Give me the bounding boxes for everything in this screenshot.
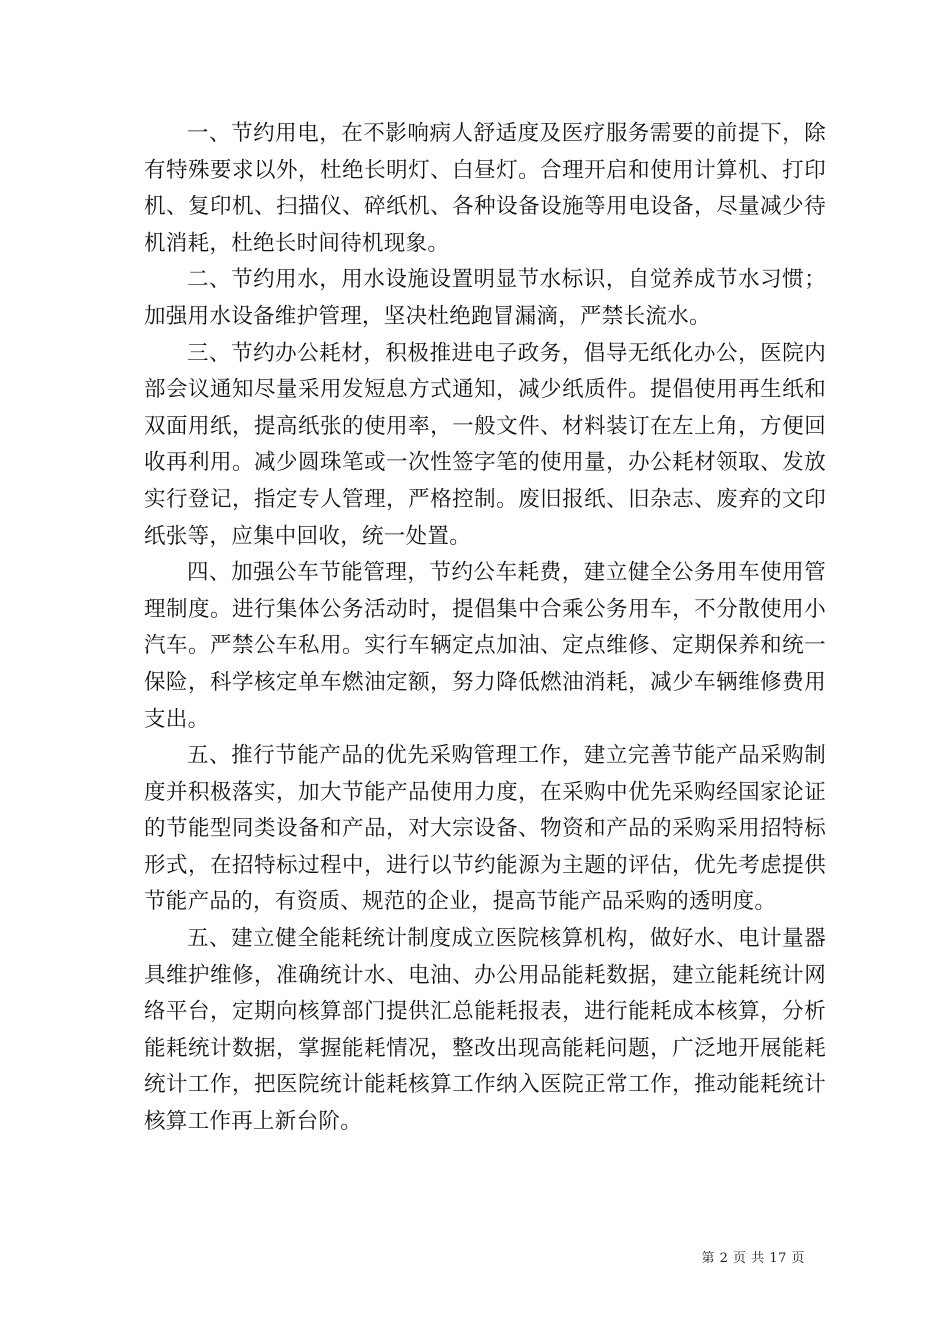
paragraph-water-saving: 二、节约用水，用水设施设置明显节水标识，自觉养成节水习惯；加强用水设备维护管理，坚决杜绝跑冒漏滴，严禁长流水。 xyxy=(144,267,826,329)
paragraph-vehicle-management: 四、加强公车节能管理，节约公车耗费，建立健全公务用车使用管理制度。进行集体公务活动时，提倡集中合乘公务用车，不分散使用小汽车。严禁公车私用。实行车辆定点加油、定点维修、定期保养和统一保险，科学核定单车燃油定额，努力降低燃油消耗，减少车辆维修费用支出。 xyxy=(144,560,826,732)
paragraph-energy-statistics: 五、建立健全能耗统计制度成立医院核算机构，做好水、电计量器具维护维修，准确统计水、电油、办公用品能耗数据，建立能耗统计网络平台，定期向核算部门提供汇总能耗报表，进行能耗成本核算，分析能耗统计数据，掌握能耗情况，整改出现高能耗问题，广泛地开展能耗统计工作，把医院统计能耗核算工作纳入医院正常工作，推动能耗统计核算工作再上新台阶。 xyxy=(144,926,826,1135)
paragraph-energy-saving-electricity: 一、节约用电，在不影响病人舒适度及医疗服务需要的前提下，除有特殊要求以外，杜绝长明灯、白昼灯。合理开启和使用计算机、打印机、复印机、扫描仪、碎纸机、各种设备设施等用电设备，尽量减少待机消耗，杜绝长时间待机现象。 xyxy=(144,121,826,256)
document-body xyxy=(144,116,826,1141)
page-number-footer: 第 2 页 共 17 页 xyxy=(701,1251,805,1266)
paragraph-office-supplies: 三、节约办公耗材，积极推进电子政务，倡导无纸化办公，医院内部会议通知尽量采用发短息方式通知，减少纸质件。提倡使用再生纸和双面用纸，提高纸张的使用率，一般文件、材料装订在左上角，方便回收再利用。减少圆珠笔或一次性签字笔的使用量，办公耗材领取、发放实行登记，指定专人管理，严格控制。废旧报纸、旧杂志、废弃的文印纸张等，应集中回收，统一处置。 xyxy=(144,340,826,549)
paragraph-procurement: 五、推行节能产品的优先采购管理工作，建立完善节能产品采购制度并积极落实，加大节能产品使用力度，在采购中优先采购经国家论证的节能型同类设备和产品，对大宗设备、物资和产品的采购采用招特标形式，在招特标过程中，进行以节约能源为主题的评估，优先考虑提供节能产品的，有资质、规范的企业，提高节能产品采购的透明度。 xyxy=(144,743,826,915)
